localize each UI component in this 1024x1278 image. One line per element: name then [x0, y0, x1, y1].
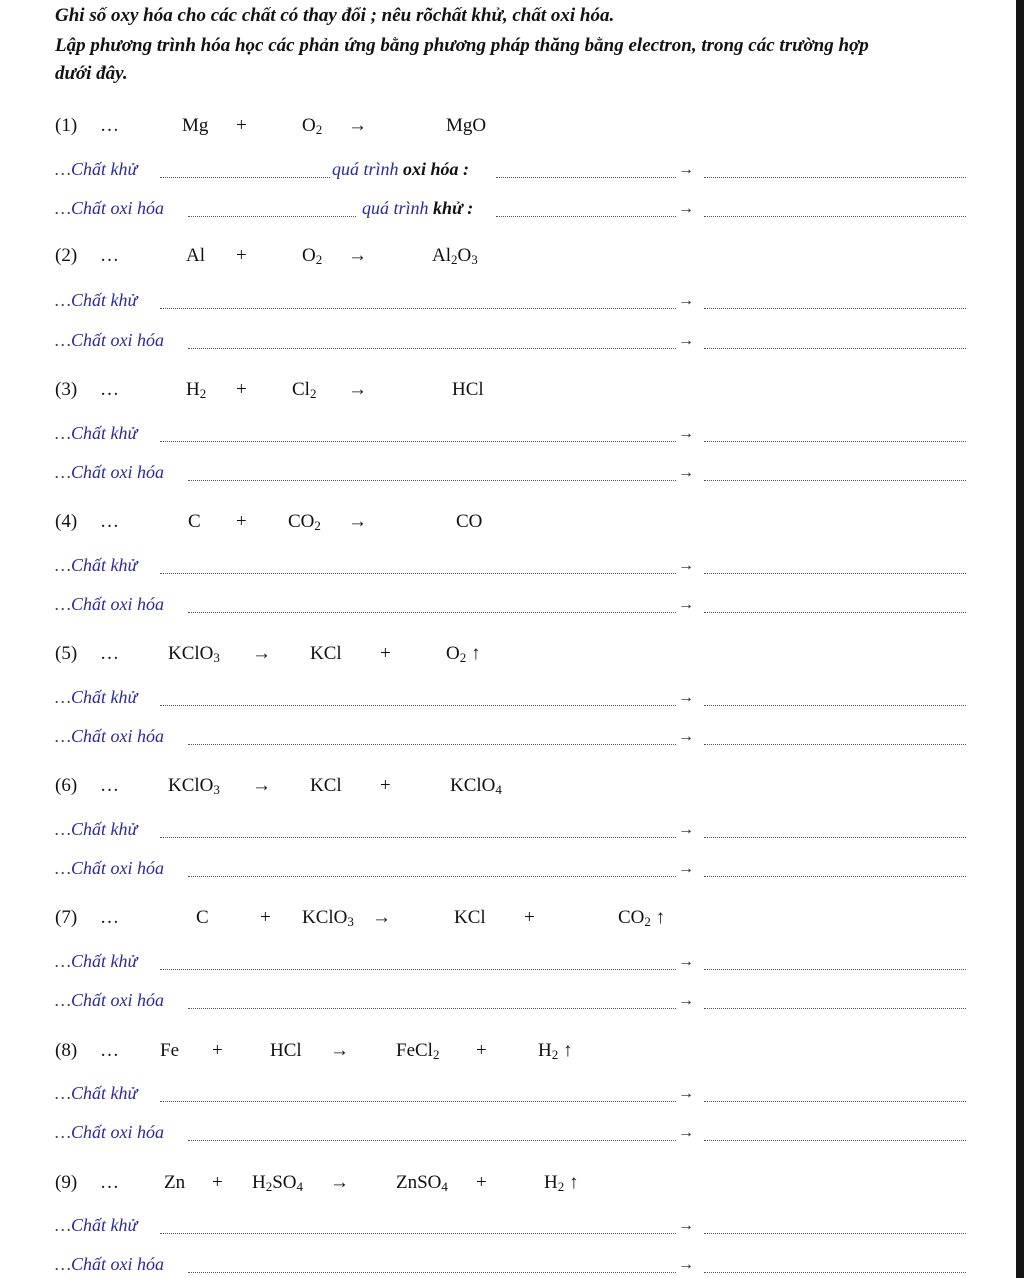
- reducer-answer-field[interactable]: [160, 837, 676, 838]
- reaction-arrow: →: [372, 907, 391, 928]
- reducer-label: …Chất khử: [55, 687, 138, 707]
- arrow: →: [678, 992, 694, 1009]
- plus-sign: +: [260, 907, 271, 928]
- reaction-arrow: →: [252, 775, 271, 796]
- reactant-2: $CO_2$: [288, 511, 321, 533]
- oxidizer-process-field[interactable]: [704, 348, 966, 349]
- placeholder-dots: …: [100, 115, 119, 136]
- placeholder-dots: …: [100, 643, 119, 664]
- reducer-process-field[interactable]: [704, 308, 966, 309]
- reaction-arrow: →: [348, 115, 367, 136]
- arrow: →: [678, 689, 694, 706]
- reactant-2: $O_2$: [302, 245, 323, 267]
- oxidizer-answer-field[interactable]: [188, 216, 356, 217]
- arrow: →: [678, 292, 694, 309]
- placeholder-dots: …: [100, 775, 119, 796]
- reduction-right-field[interactable]: [704, 216, 966, 217]
- oxidizer-answer-field[interactable]: [188, 1140, 676, 1141]
- reactant-1: C: [188, 511, 201, 532]
- oxidizer-process-field[interactable]: [704, 744, 966, 745]
- arrow: →: [678, 200, 694, 217]
- reaction-arrow: →: [330, 1040, 349, 1061]
- product-2: $H_2$ ↑: [538, 1040, 573, 1062]
- plus-sign: +: [380, 775, 391, 796]
- oxidizer-answer-field[interactable]: [188, 1272, 676, 1273]
- reducer-process-field[interactable]: [704, 705, 966, 706]
- reactant-2: HCl: [270, 1040, 302, 1061]
- plus-sign: +: [236, 245, 247, 266]
- reaction-number: (9): [55, 1172, 78, 1193]
- oxidation-process-label: quá trình oxi hóa :: [332, 159, 470, 179]
- reactant-1: $H_2$: [186, 379, 207, 401]
- reducer-answer-field[interactable]: [160, 573, 676, 574]
- arrow: →: [678, 821, 694, 838]
- arrow: →: [678, 1124, 694, 1141]
- reducer-process-field[interactable]: [704, 573, 966, 574]
- reduction-left-field[interactable]: [496, 216, 676, 217]
- product-1: MgO: [446, 115, 487, 136]
- plus-sign: +: [212, 1040, 223, 1061]
- product-1: HCl: [452, 379, 484, 400]
- oxidizer-answer-field[interactable]: [188, 480, 676, 481]
- reactant-1: KClO$_3$: [168, 643, 220, 665]
- plus-sign: +: [236, 379, 247, 400]
- reducer-label: …Chất khử: [55, 951, 138, 971]
- reducer-process-field[interactable]: [704, 837, 966, 838]
- arrow: →: [678, 332, 694, 349]
- oxidizer-label: …Chất oxi hóa: [55, 858, 165, 878]
- instruction-line-1: Ghi số oxy hóa cho các chất có thay đổi ; nêu rõchất khử, chất oxi hóa.: [55, 5, 615, 26]
- reactant-2: KClO$_3$: [302, 907, 354, 929]
- oxidizer-process-field[interactable]: [704, 612, 966, 613]
- reaction-number: (1): [55, 115, 78, 136]
- reducer-answer-field[interactable]: [160, 1233, 676, 1234]
- placeholder-dots: …: [100, 1040, 119, 1061]
- arrow: →: [678, 953, 694, 970]
- arrow: →: [678, 425, 694, 442]
- reaction-number: (3): [55, 379, 78, 400]
- reducer-answer-field[interactable]: [160, 308, 676, 309]
- oxidizer-process-field[interactable]: [704, 480, 966, 481]
- product-1: FeCl$_2$: [396, 1040, 440, 1062]
- reaction-arrow: →: [330, 1172, 349, 1193]
- reducer-process-field[interactable]: [704, 1233, 966, 1234]
- arrow: →: [678, 1256, 694, 1273]
- reactant-2: $O_2$: [302, 115, 323, 137]
- oxidizer-label: …Chất oxi hóa: [55, 726, 165, 746]
- oxidizer-answer-field[interactable]: [188, 612, 676, 613]
- product-2: $O_2$ ↑: [446, 643, 481, 665]
- reaction-arrow: →: [348, 245, 367, 266]
- reduction-process-label: quá trình khử :: [362, 198, 474, 218]
- reducer-label: …Chất khử: [55, 423, 138, 443]
- reducer-label: …Chất khử: [55, 290, 138, 310]
- reaction-number: (7): [55, 907, 78, 928]
- product-1: KCl: [454, 907, 486, 928]
- reducer-process-field[interactable]: [704, 441, 966, 442]
- reaction-number: (4): [55, 511, 78, 532]
- reaction-arrow: →: [348, 379, 367, 400]
- plus-sign: +: [236, 115, 247, 136]
- product-1: KCl: [310, 643, 342, 664]
- oxidizer-answer-field[interactable]: [188, 876, 676, 877]
- reducer-answer-field[interactable]: [160, 177, 330, 178]
- reactant-2: $H_2SO_4$: [252, 1172, 304, 1194]
- oxidizer-label: …Chất oxi hóa: [55, 1122, 165, 1142]
- product-1: ZnSO$_4$: [396, 1172, 448, 1194]
- reaction-arrow: →: [252, 643, 271, 664]
- oxidizer-answer-field[interactable]: [188, 1008, 676, 1009]
- reactant-1: Mg: [182, 115, 209, 136]
- product-2: $CO_2$ ↑: [618, 907, 666, 929]
- reducer-answer-field[interactable]: [160, 705, 676, 706]
- plus-sign: +: [236, 511, 247, 532]
- reducer-process-field[interactable]: [704, 969, 966, 970]
- arrow: →: [678, 1085, 694, 1102]
- oxidizer-label: …Chất oxi hóa: [55, 198, 165, 218]
- oxidizer-answer-field[interactable]: [188, 348, 676, 349]
- product-1: CO: [456, 511, 483, 532]
- plus-sign: +: [524, 907, 535, 928]
- oxidation-right-field[interactable]: [704, 177, 966, 178]
- oxidizer-process-field[interactable]: [704, 1008, 966, 1009]
- reactant-1: KClO$_3$: [168, 775, 220, 797]
- reducer-answer-field[interactable]: [160, 969, 676, 970]
- reducer-label: …Chất khử: [55, 1215, 138, 1235]
- oxidizer-process-field[interactable]: [704, 1140, 966, 1141]
- arrow: →: [678, 596, 694, 613]
- oxidizer-label: …Chất oxi hóa: [55, 990, 165, 1010]
- instruction-line-2: Lập phương trình hóa học các phản ứng bằng phương pháp thăng bằng electron, trong các trường hợp: [55, 35, 869, 56]
- reducer-label: …Chất khử: [55, 555, 138, 575]
- oxidizer-answer-field[interactable]: [188, 744, 676, 745]
- placeholder-dots: …: [100, 245, 119, 266]
- oxidizer-process-field[interactable]: [704, 1272, 966, 1273]
- arrow: →: [678, 464, 694, 481]
- page-edge-shadow: [1016, 0, 1024, 1278]
- reducer-answer-field[interactable]: [160, 1101, 676, 1102]
- reaction-number: (8): [55, 1040, 78, 1061]
- oxidizer-label: …Chất oxi hóa: [55, 462, 165, 482]
- reaction-number: (6): [55, 775, 78, 796]
- reaction-arrow: →: [348, 511, 367, 532]
- arrow: →: [678, 557, 694, 574]
- oxidizer-label: …Chất oxi hóa: [55, 594, 165, 614]
- plus-sign: +: [212, 1172, 223, 1193]
- reactant-1: Fe: [160, 1040, 179, 1061]
- reactant-1: Al: [186, 245, 205, 266]
- plus-sign: +: [476, 1040, 487, 1061]
- oxidizer-process-field[interactable]: [704, 876, 966, 877]
- arrow: →: [678, 728, 694, 745]
- arrow: →: [678, 860, 694, 877]
- reaction-number: (2): [55, 245, 78, 266]
- reducer-answer-field[interactable]: [160, 441, 676, 442]
- product-1: KCl: [310, 775, 342, 796]
- product-1: $Al_2O_3$: [432, 245, 478, 267]
- reducer-label: …Chất khử: [55, 159, 138, 179]
- reducer-label: …Chất khử: [55, 819, 138, 839]
- reactant-1: C: [196, 907, 209, 928]
- placeholder-dots: …: [100, 511, 119, 532]
- reducer-process-field[interactable]: [704, 1101, 966, 1102]
- reducer-label: …Chất khử: [55, 1083, 138, 1103]
- oxidizer-label: …Chất oxi hóa: [55, 1254, 165, 1274]
- reactant-1: Zn: [164, 1172, 186, 1193]
- oxidizer-label: …Chất oxi hóa: [55, 330, 165, 350]
- placeholder-dots: …: [100, 907, 119, 928]
- reaction-number: (5): [55, 643, 78, 664]
- product-2: KClO$_4$: [450, 775, 502, 797]
- product-2: $H_2$ ↑: [544, 1172, 579, 1194]
- placeholder-dots: …: [100, 379, 119, 400]
- oxidation-left-field[interactable]: [496, 177, 676, 178]
- instruction-line-3: dưới đây.: [55, 63, 128, 84]
- plus-sign: +: [476, 1172, 487, 1193]
- arrow: →: [678, 1217, 694, 1234]
- reactant-2: $Cl_2$: [292, 379, 317, 401]
- placeholder-dots: …: [100, 1172, 119, 1193]
- plus-sign: +: [380, 643, 391, 664]
- arrow: →: [678, 161, 694, 178]
